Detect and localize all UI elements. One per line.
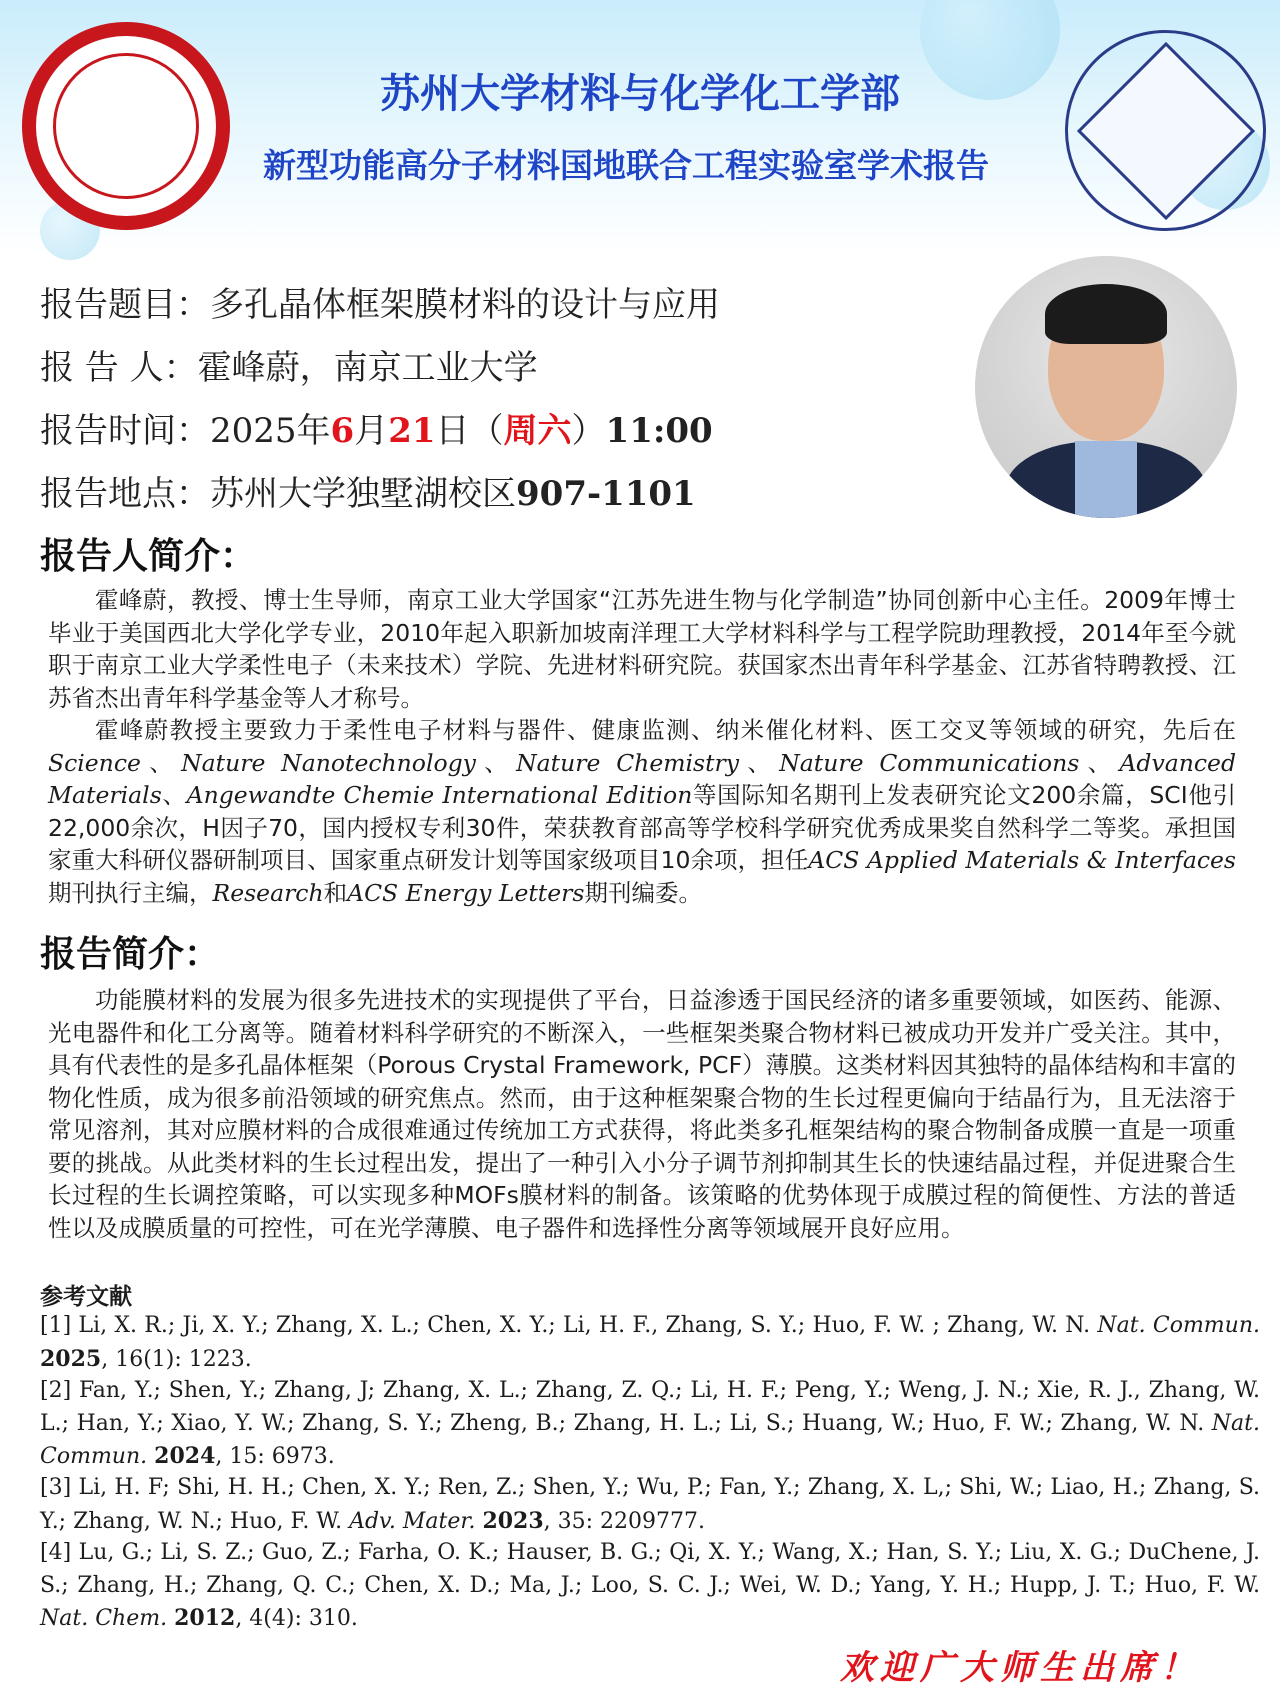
speaker-row [40, 340, 538, 389]
topic-label: 报告题目： [40, 285, 210, 325]
reference-item: [3] Li, H. F; Shi, H. H.; Chen, X. Y.; Ren, Z.; Shen, Y.; Wu, P.; Fan, Y.; Zhang, X. L,; Shi, W.; Liao, H.; Zhang, S. Y.; Zhang, W. N.; Huo, F. W. Adv. Mater. 2023, 35: 2209777. [40, 1475, 1260, 1534]
college-logo [1065, 30, 1266, 231]
speaker-photo [975, 256, 1237, 518]
bio-paragraph-1: 霍峰蔚，教授、博士生导师，南京工业大学国家“江苏先进生物与化学制造”协同创新中心主任。2009年博士毕业于美国西北大学化学专业，2010年起入职新加坡南洋理工大学材料科学与工程学院助理教授，2014年至今就职于南京工业大学柔性电子（未来技术）学院、先进材料研究院。获国家杰出青年科学基金、江苏省特聘教授、江苏省杰出青年科学基金等人才称号。 [48, 586, 1236, 712]
bio-heading: 报告人简介： [40, 536, 257, 577]
topic-row [40, 277, 720, 326]
time-day: 21 [388, 411, 436, 451]
bio-paragraph-2: 霍峰蔚教授主要致力于柔性电子材料与器件、健康监测、纳米催化材料、医工交叉等领域的研究，先后在Science、Nature Nanotechnology、Nature Chemistry、Nature Communications、Advanced Materials、Angewandte Chemie International Edition等国际知名期刊上发表研究论文200余篇，SCI他引22,000余次，H因子70，国内授权专利30件，荣获教育部高等学校科学研究优秀成果奖自然科学二等奖。承担国家重大科研仪器研制项目、国家重点研发计划等国家级项目10余项，担任ACS Applied Materials & Interfaces期刊执行主编，Research和ACS Energy Letters期刊编委。 [48, 716, 1237, 907]
page-title: 苏州大学材料与化学化工学部 [380, 71, 900, 117]
time-day-unit: 日（ [435, 411, 504, 451]
place-text: 苏州大学独墅湖校区 [210, 474, 516, 514]
time-clock: 11:00 [605, 411, 713, 451]
reference-item: [4] Lu, G.; Li, S. Z.; Guo, Z.; Farha, O. K.; Hauser, B. G.; Qi, X. Y.; Wang, X.; Han, S. Y.; Liu, X. G.; DuChene, J. S.; Zhang, H.; Zhang, Q. C.; Chen, X. D.; Ma, J.; Loo, S. C. J.; Wei, W. D.; Yang, Y. H.; Hupp, J. T.; Huo, F. W. Nat. Chem. 2012, 4(4): 310. [40, 1540, 1260, 1631]
soochow-university-logo [22, 22, 230, 230]
place-label: 报告地点： [40, 474, 210, 514]
time-month: 6 [330, 411, 355, 451]
time-row [40, 403, 713, 452]
topic-value: 多孔晶体框架膜材料的设计与应用 [210, 285, 720, 325]
reference-item: [2] Fan, Y.; Shen, Y.; Zhang, J; Zhang, X. L.; Zhang, Z. Q.; Li, H. F.; Peng, Y.; Weng, J. N.; Xie, R. J., Zhang, W. L.; Han, Y.; Xiao, Y. W.; Zhang, S. Y.; Zheng, B.; Zhang, H. L.; Li, S.; Huang, W.; Huo, F. W.; Zhang, W. N. Nat. Commun. 2024, 15: 6973. [40, 1378, 1260, 1469]
time-month-unit: 月 [354, 411, 389, 451]
speaker-value: 霍峰蔚，南京工业大学 [197, 348, 538, 388]
page-subtitle: 新型功能高分子材料国地联合工程实验室学术报告 [263, 146, 989, 185]
reference-item: [1] Li, X. R.; Ji, X. Y.; Zhang, X. L.; Chen, X. Y.; Li, H. F., Zhang, S. Y.; Huo, F. W. ; Zhang, W. N. Nat. Commun. 2025, 16(1): 1223. [40, 1313, 1260, 1372]
time-label: 报告时间： [40, 411, 210, 451]
speaker-label: 报 告 人： [40, 348, 198, 388]
place-row [40, 466, 696, 515]
time-year: 2025年 [210, 411, 331, 451]
welcome-footer: 欢迎广大师生出席！ [840, 1648, 1200, 1688]
abstract-paragraph: 功能膜材料的发展为很多先进技术的实现提供了平台，日益渗透于国民经济的诸多重要领域，如医药、能源、光电器件和化工分离等。随着材料科学研究的不断深入，一些框架类聚合物材料已被成功开发并广受关注。其中，具有代表性的是多孔晶体框架（Porous Crystal Framework, PCF）薄膜。这类材料因其独特的晶体结构和丰富的物化性质，成为很多前沿领域的研究焦点。然而，由于这种框架聚合物的生长过程更偏向于结晶行为，且无法溶于常见溶剂，其对应膜材料的合成很难通过传统加工方式获得，将此类多孔框架结构的聚合物制备成膜一直是一项重要的挑战。从此类材料的生长过程出发，提出了一种引入小分子调节剂抑制其生长的快速结晶过程，并促进聚合生长过程的生长调控策略，可以实现多种MOFs膜材料的制备。该策略的优势体现于成膜过程的简便性、方法的普适性以及成膜质量的可控性，可在光学薄膜、电子器件和选择性分离等领域展开良好应用。 [48, 986, 1236, 1242]
time-weekday: 周六 [503, 411, 572, 451]
abstract-heading: 报告简介： [40, 934, 221, 975]
references-heading: 参考文献 [40, 1284, 132, 1310]
time-close: ） [571, 411, 606, 451]
place-room: 907-1101 [516, 474, 696, 514]
